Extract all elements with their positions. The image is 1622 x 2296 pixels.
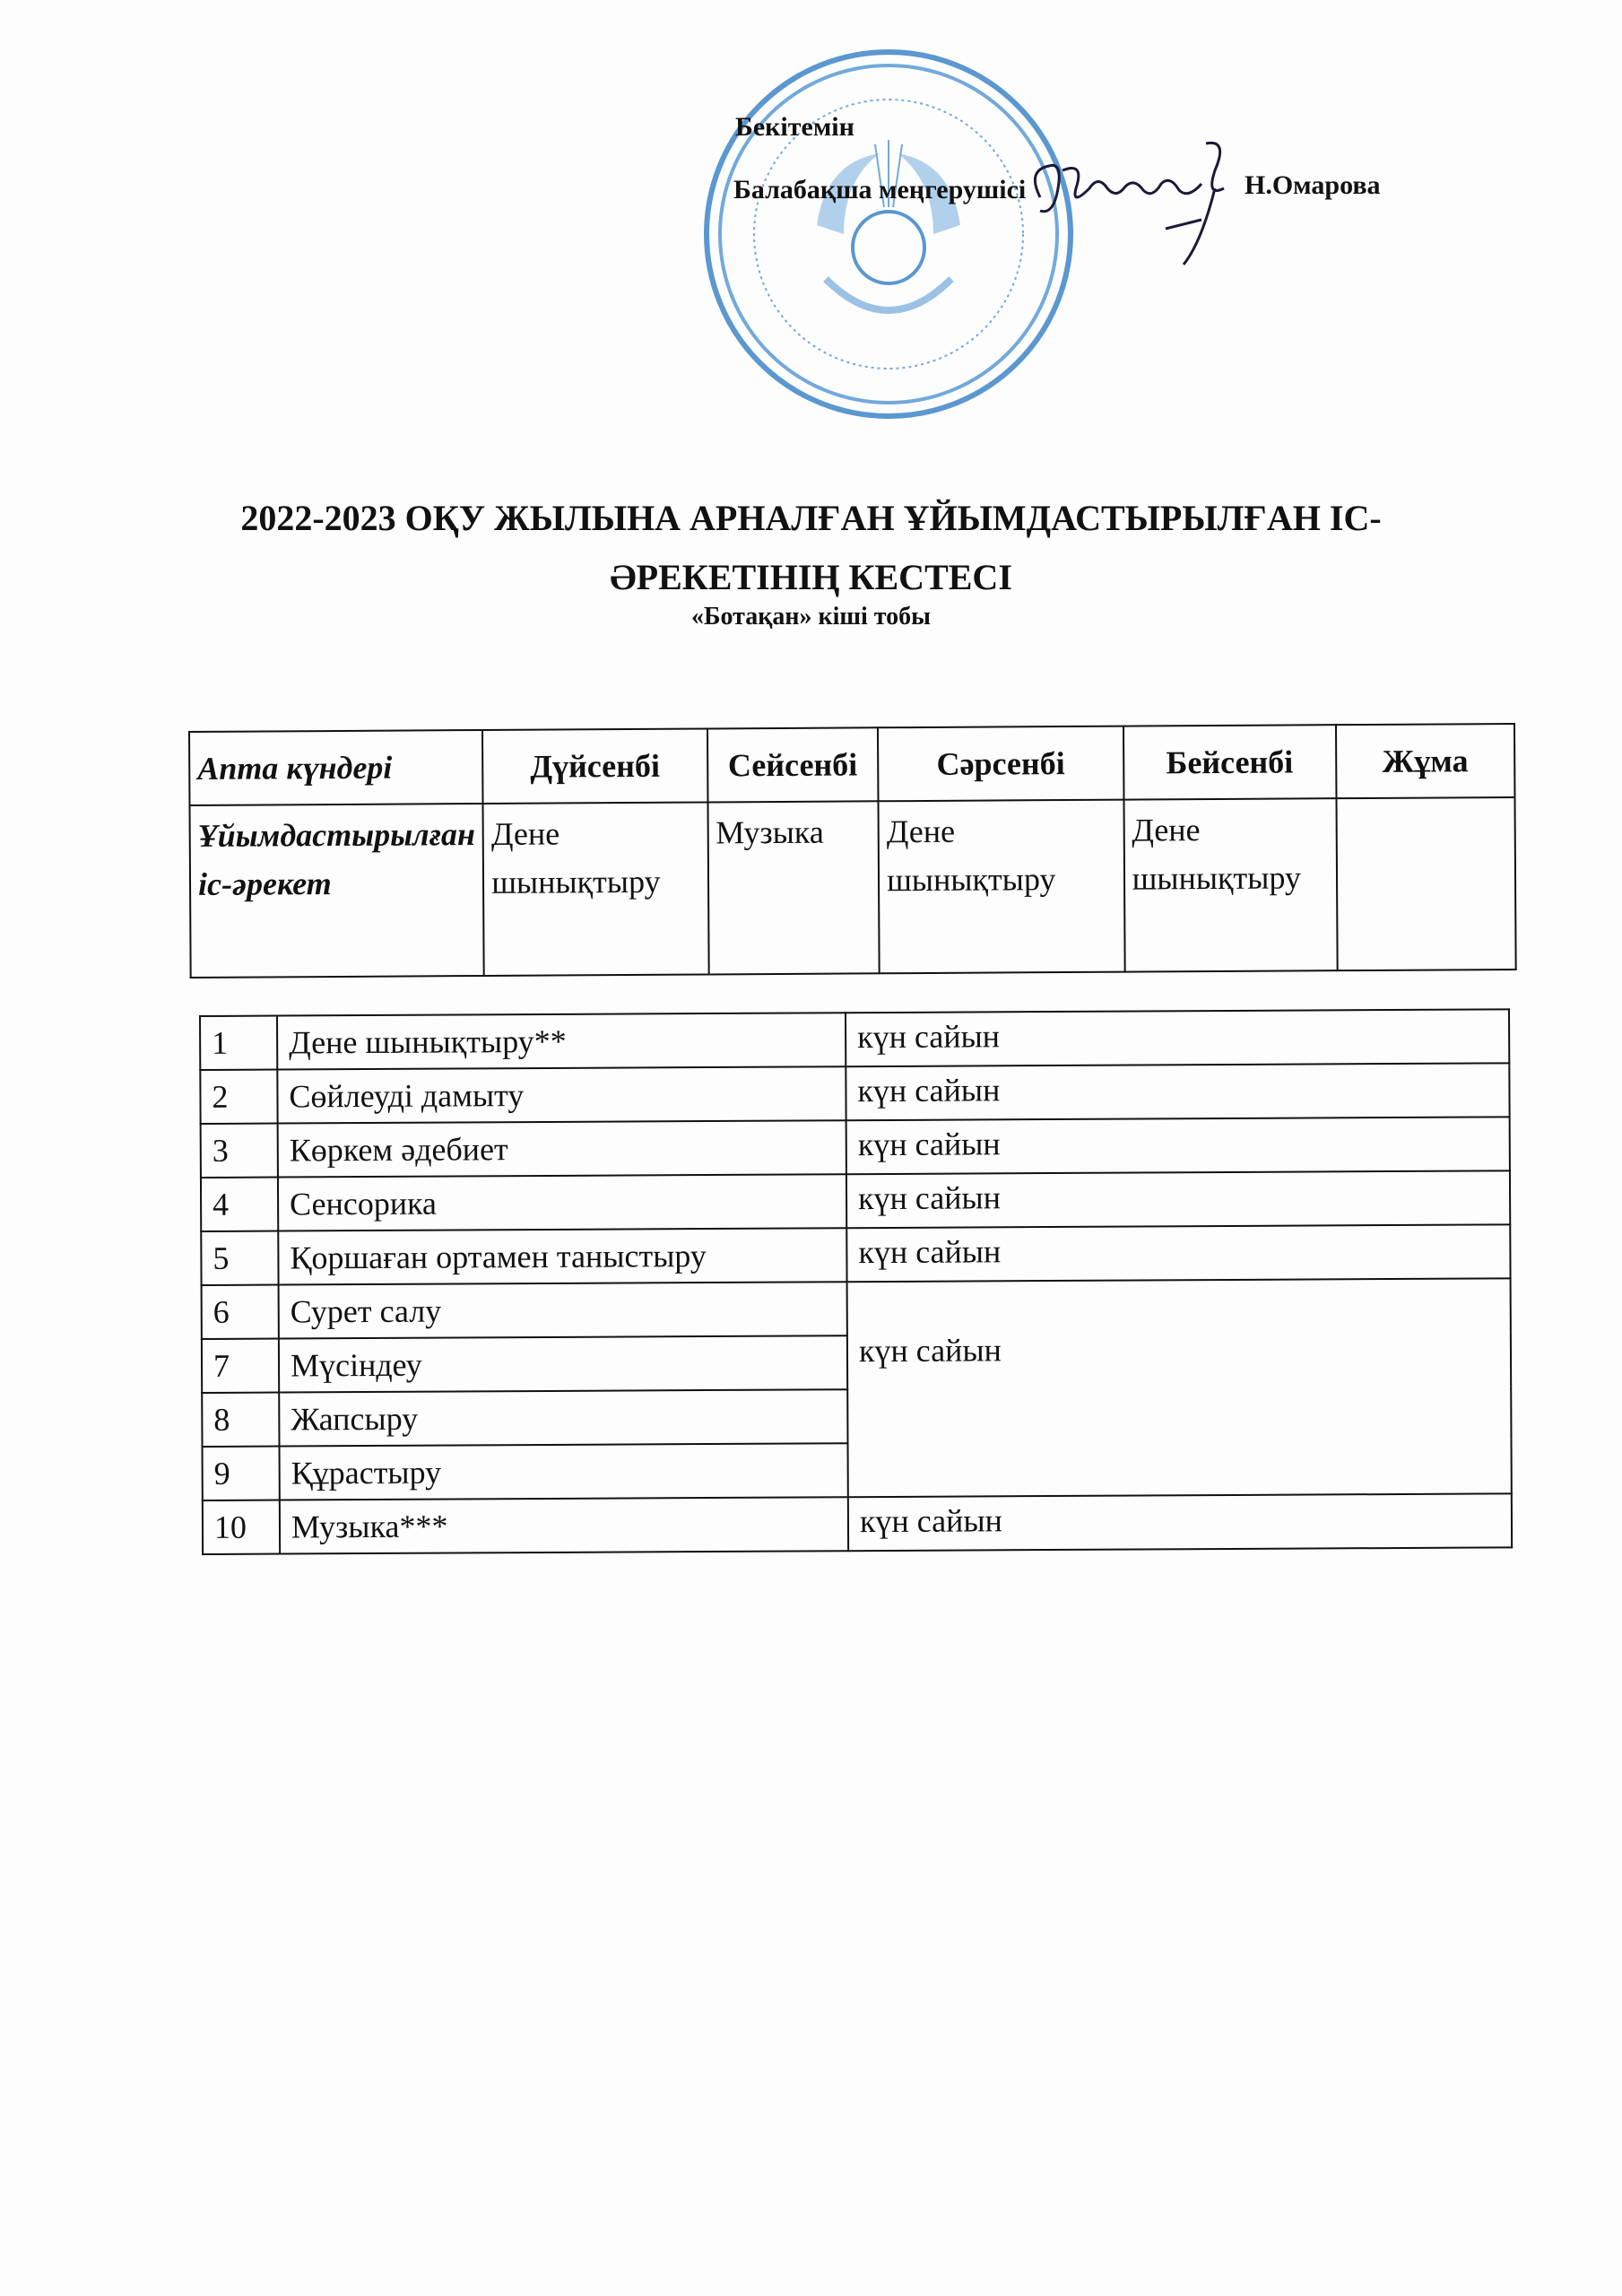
row-number: 2 <box>200 1070 277 1124</box>
subject-name: Көркем әдебиет <box>278 1120 846 1177</box>
subject-name: Дене шынықтыру** <box>277 1013 846 1069</box>
subject-name: Қоршаған ортамен таныстыру <box>278 1228 846 1284</box>
row-number: 4 <box>201 1178 278 1231</box>
row-number: 5 <box>201 1231 278 1285</box>
subject-frequency: күн сайын <box>846 1117 1510 1174</box>
signer-name: Н.Омарова <box>1245 170 1381 200</box>
table-row <box>202 1278 1511 1339</box>
subject-frequency: күн сайын <box>846 1009 1509 1066</box>
subject-name: Сурет салу <box>279 1282 847 1338</box>
signature-icon <box>1022 135 1255 269</box>
table-row <box>201 1170 1510 1231</box>
cell-monday: Дене шынықтыру <box>483 802 709 976</box>
group-subtitle: «Ботақан» кіші тобы <box>690 603 932 631</box>
subject-frequency: күн сайын <box>846 1224 1510 1282</box>
cell-wednesday: Дене шынықтыру <box>879 800 1125 974</box>
cell-thursday: Дене шынықтыру <box>1123 798 1337 971</box>
header-thursday: Бейсенбі <box>1123 725 1337 799</box>
row-number: 8 <box>202 1393 279 1447</box>
header-wednesday: Сәрсенбі <box>878 726 1123 802</box>
subject-frequency-merged: күн сайын <box>847 1278 1512 1497</box>
table-header-row <box>189 724 1514 805</box>
subject-frequency: күн сайын <box>846 1063 1509 1120</box>
subject-name: Жапсыру <box>279 1389 847 1446</box>
emblem-icon <box>709 55 1068 413</box>
title-line-1: 2022-2023 ОҚУ ЖЫЛЫНА АРНАЛҒАН ҰЙЫМДАСТЫРЫЛҒАН ІС- <box>240 498 1382 538</box>
row-number: 1 <box>200 1016 277 1070</box>
table-row <box>201 1224 1510 1285</box>
official-stamp <box>704 49 1073 419</box>
table-row <box>200 1009 1509 1070</box>
cell-friday <box>1336 797 1515 970</box>
title-line-2: ӘРЕКЕТІНІҢ КЕСТЕСІ <box>610 557 1012 597</box>
subject-name: Құрастыру <box>280 1443 848 1500</box>
row-number: 9 <box>203 1447 280 1500</box>
row-number: 3 <box>201 1124 278 1178</box>
header-week-days: Апта күндері <box>189 730 483 805</box>
document-title <box>0 489 1622 607</box>
subjects-table <box>199 1008 1513 1555</box>
cell-tuesday: Музыка <box>707 801 880 974</box>
header-friday: Жұма <box>1336 724 1515 798</box>
position-label: Балабақша меңгерушісі <box>733 175 1027 204</box>
subject-frequency: күн сайын <box>846 1170 1510 1228</box>
header-tuesday: Сейсенбі <box>707 727 879 802</box>
table-row <box>190 797 1516 978</box>
subject-name: Сөйлеуді дамыту <box>277 1066 846 1123</box>
subject-frequency: күн сайын <box>848 1493 1512 1551</box>
table-row <box>200 1063 1509 1124</box>
header-monday: Дүйсенбі <box>482 728 707 804</box>
weekly-schedule-table <box>188 723 1517 978</box>
table-row <box>201 1117 1510 1178</box>
subject-name: Мүсіндеу <box>279 1335 847 1392</box>
row-number: 10 <box>203 1500 280 1554</box>
row-number: 7 <box>202 1339 279 1393</box>
subject-name: Сенсорика <box>278 1174 846 1231</box>
table-row <box>203 1493 1512 1554</box>
row-number: 6 <box>202 1285 279 1339</box>
row-label-organized-activity: Ұйымдастырылған іс-әрекет <box>190 804 484 978</box>
subject-name: Музыка*** <box>280 1497 848 1553</box>
approve-label: Бекітемін <box>735 112 854 142</box>
